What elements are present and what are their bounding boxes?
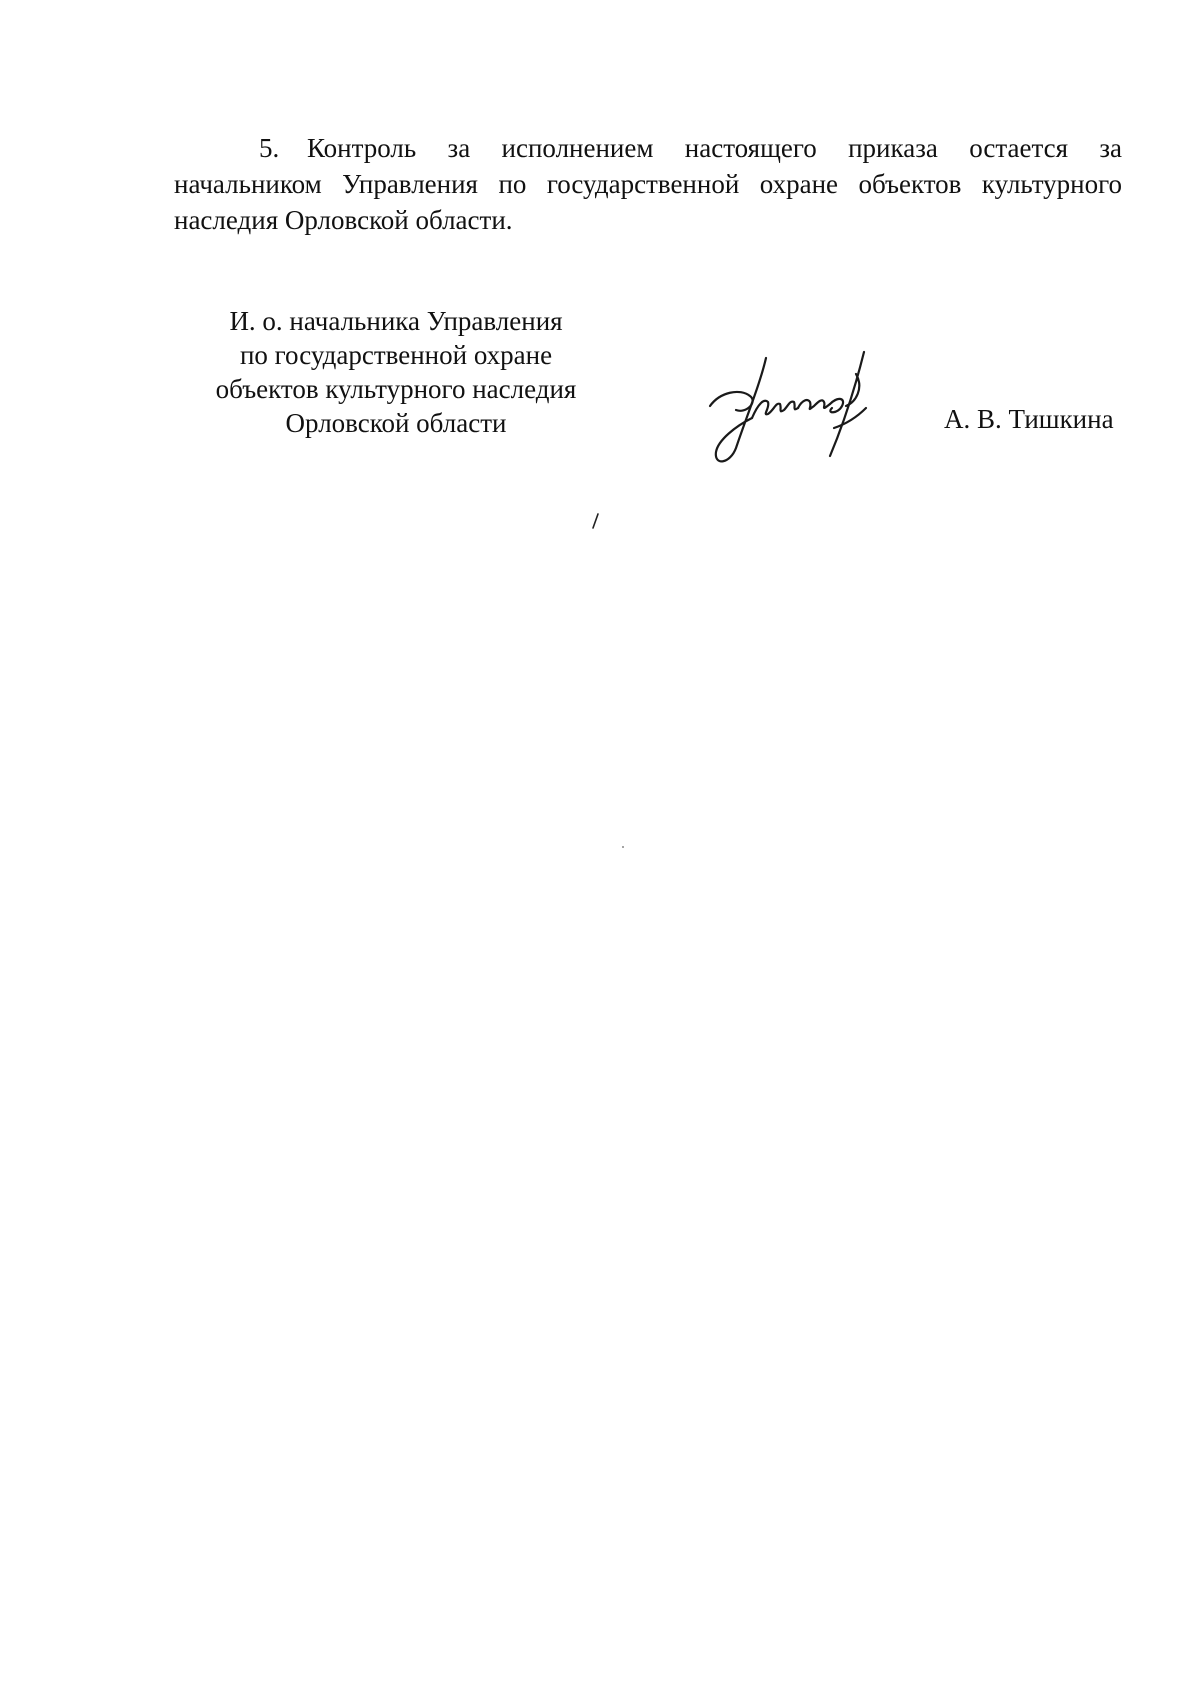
signatory-position: [186, 304, 606, 440]
paragraph-text: Контроль за исполнением настоящего приказа остается за начальником Управления по государственной охране объектов культурного наследия Орловской области.: [174, 133, 1122, 235]
signer-name: А. В. Тишкина: [944, 404, 1114, 434]
handwritten-signature-icon: [706, 344, 886, 468]
scan-speck: [622, 846, 624, 848]
paragraph-5: [174, 130, 1122, 238]
position-line: по государственной охране: [239, 340, 553, 370]
stray-pen-mark: [590, 512, 600, 530]
position-line: объектов культурного наследия: [215, 374, 577, 404]
paragraph-number: 5.: [259, 133, 280, 163]
position-line: И. о. начальника Управления: [229, 306, 563, 336]
position-line: Орловской области: [285, 408, 507, 438]
